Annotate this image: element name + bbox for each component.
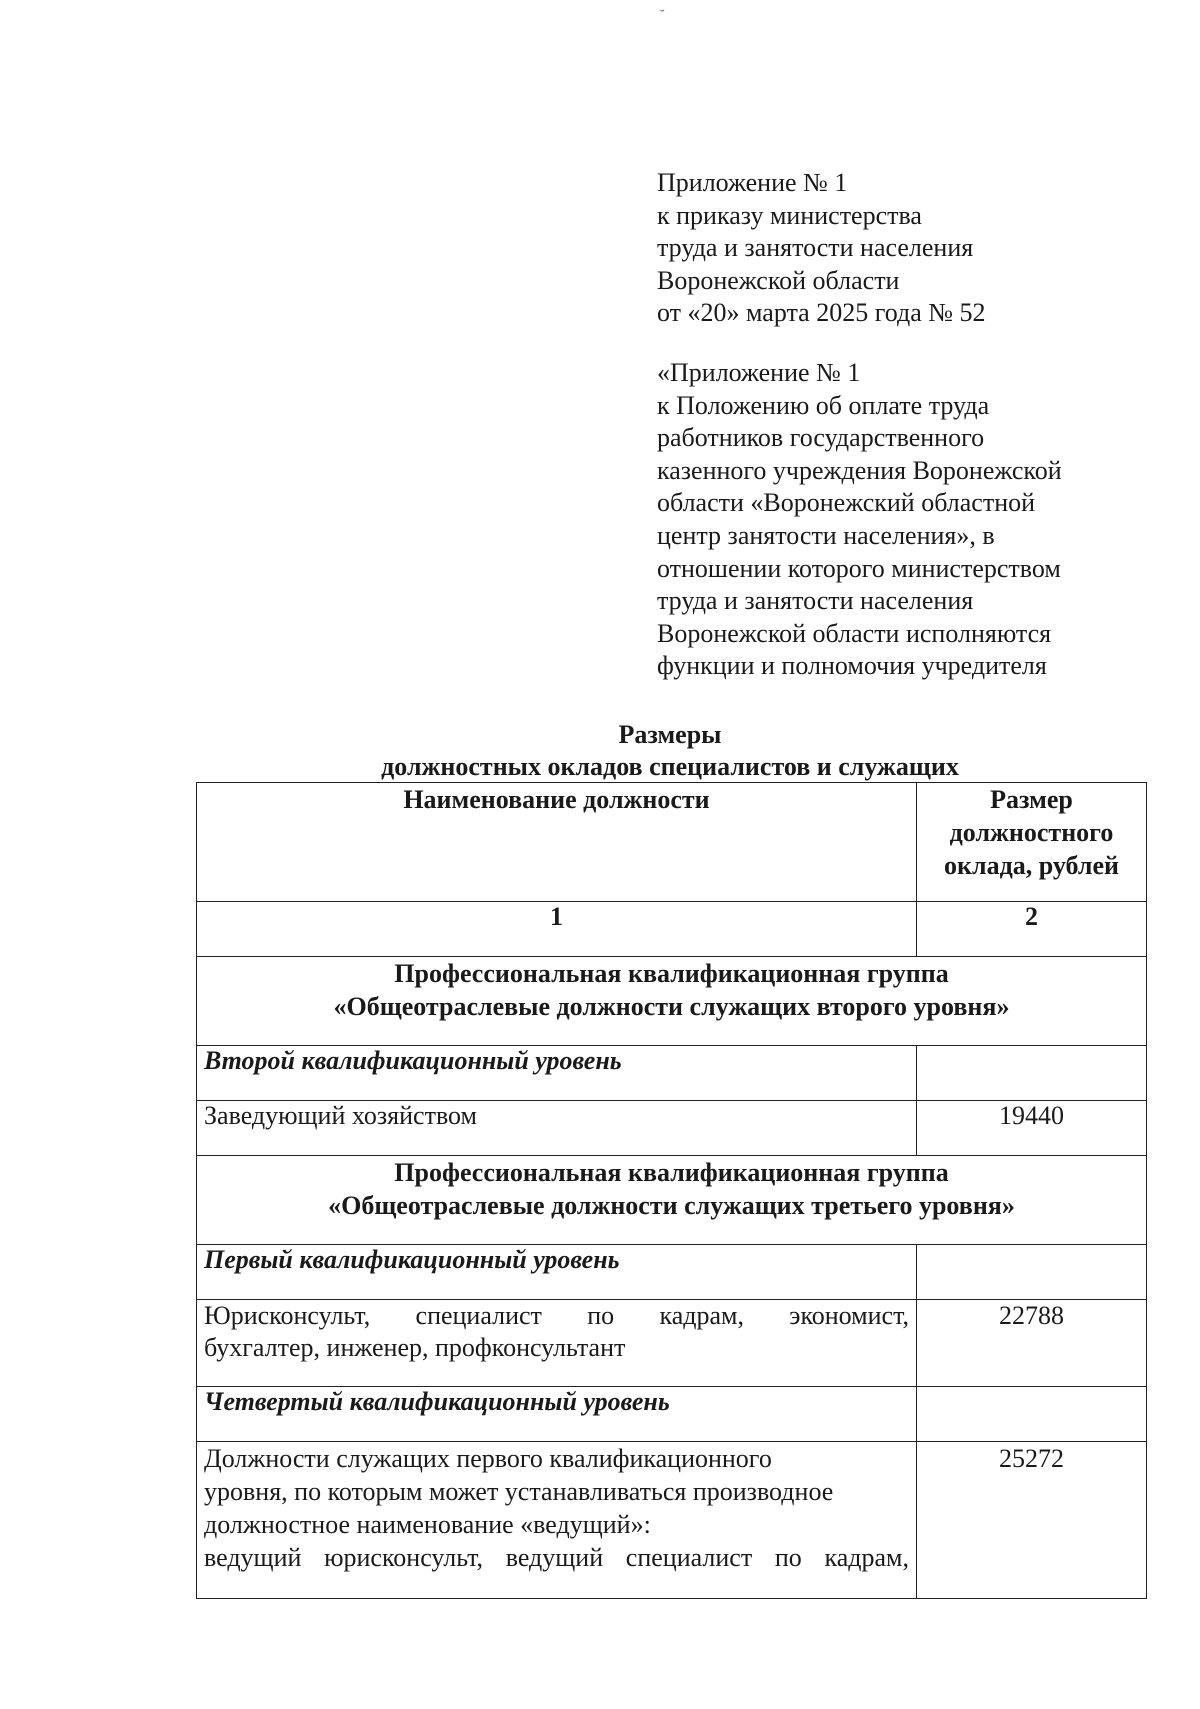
salary-value: 25272: [917, 1442, 1147, 1599]
qualification-level-name: Первый квалификационный уровень: [197, 1245, 917, 1300]
appendix-line: труда и занятости населения: [657, 233, 974, 263]
scan-artifact-mark: ˘: [660, 8, 665, 23]
appendix-regulation-block: [657, 357, 1062, 683]
salary-value: 19440: [917, 1101, 1147, 1156]
appendix-line: от «20» марта 2025 года № 52: [657, 298, 986, 328]
document-subtitle: должностных окладов специалистов и служащих: [381, 752, 959, 781]
appendix-line: Воронежской области: [657, 265, 900, 295]
position-line: Юрисконсульт, специалист по кадрам, экономист,: [204, 1301, 909, 1330]
position-line: уровня, по которым может устанавливаться производное: [204, 1477, 834, 1506]
qualification-group-row: [197, 957, 1147, 1046]
regulation-line: «Приложение № 1: [657, 358, 861, 387]
column-number-row: [197, 902, 1147, 957]
qualification-level-name: Второй квалификационный уровень: [197, 1046, 917, 1101]
position-line: бухгалтер, инженер, профконсультант: [204, 1333, 626, 1362]
table-row: [197, 1442, 1147, 1599]
empty-cell: [917, 1046, 1147, 1101]
group-line: «Общеотраслевые должности служащих второго уровня»: [333, 992, 1010, 1021]
salary-table: [196, 782, 1147, 1599]
qualification-level-name: Четвертый квалификационный уровень: [197, 1387, 917, 1442]
regulation-line: области «Воронежский областной: [657, 488, 1036, 518]
header-salary-size: [917, 783, 1147, 902]
qualification-level-row: [197, 1046, 1147, 1101]
column-number: 2: [917, 902, 1147, 957]
appendix-order-block: [657, 167, 986, 330]
salary-value: 22788: [917, 1300, 1147, 1387]
position-line: Должности служащих первого квалификационного: [204, 1444, 772, 1473]
position-name: [197, 1442, 917, 1599]
regulation-line: к Положению об оплате труда: [657, 390, 990, 420]
position-line: ведущий юрисконсульт, ведущий специалист по кадрам,: [204, 1543, 909, 1572]
qualification-level-row: [197, 1245, 1147, 1300]
header-line: оклада, рублей: [944, 851, 1119, 880]
appendix-line: к приказу министерства: [657, 200, 922, 230]
regulation-line: отношении которого министерством: [657, 553, 1061, 583]
qualification-level-row: [197, 1387, 1147, 1442]
header-position-name: Наименование должности: [197, 783, 917, 902]
position-line: должностное наименование «ведущий»:: [204, 1510, 651, 1539]
header-line: Размер: [990, 785, 1073, 814]
table-header-row: [197, 783, 1147, 902]
position-name: [197, 1300, 917, 1387]
qualification-group-cell: [197, 957, 1147, 1046]
group-line: Профессиональная квалификационная группа: [394, 1158, 949, 1187]
regulation-line: труда и занятости населения: [657, 586, 974, 616]
regulation-line: работников государственного: [657, 423, 985, 453]
document-title: Размеры: [618, 720, 722, 749]
regulation-line: Воронежской области исполняются: [657, 618, 1052, 648]
empty-cell: [917, 1387, 1147, 1442]
column-number: 1: [197, 902, 917, 957]
regulation-line: центр занятости населения», в: [657, 520, 995, 550]
regulation-line: функции и полномочия учредителя: [657, 651, 1047, 681]
group-line: Профессиональная квалификационная группа: [394, 959, 949, 988]
qualification-group-cell: [197, 1156, 1147, 1245]
empty-cell: [917, 1245, 1147, 1300]
table-row: [197, 1300, 1147, 1387]
header-line: должностного: [949, 818, 1114, 847]
qualification-group-row: [197, 1156, 1147, 1245]
group-line: «Общеотраслевые должности служащих третьего уровня»: [328, 1191, 1015, 1220]
appendix-line: Приложение № 1: [657, 168, 848, 197]
position-name: Заведующий хозяйством: [197, 1101, 917, 1156]
regulation-line: казенного учреждения Воронежской: [657, 455, 1062, 485]
table-row: [197, 1101, 1147, 1156]
